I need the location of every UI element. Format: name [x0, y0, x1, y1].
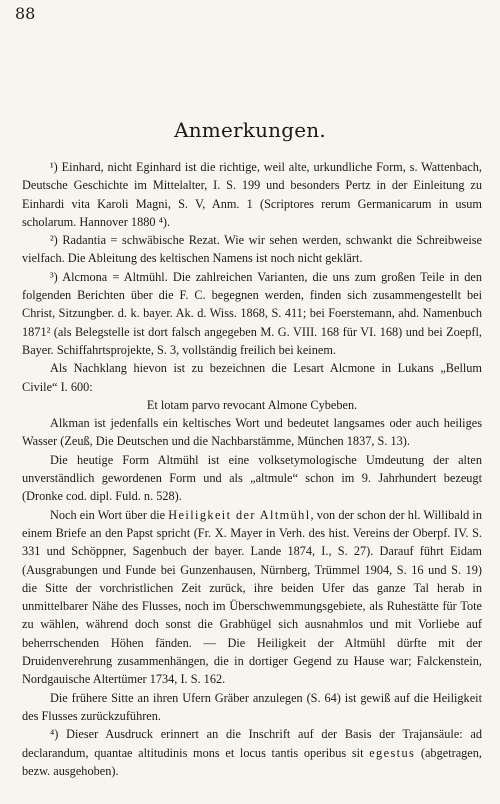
notes-body — [22, 158, 482, 780]
text-segment: , von der schon der hl. Willibald in einem Briefe an den Papst spricht (Fr. X. Mayer in Verh. des hist. Vereins der Oberpf. IV. S. 331 und Schöppner, Sagenbuch der bayer. Lande 1874, I., S. 27). Darauf führt Eidam (Ausgrabungen und Funde bei Gunzenhausen, Nürnberg, Trümmel 1904, S. 16 und S. 19) die Sitte der vorchristlichen Zeit zurück, ihre beiden Ufer das ganze Tal herab in unmittelbarer Nähe des Flusses, noch im Überschwemmungsgebiete, als Ruhestätte für Tote zu wählen, während doch sonst die Grabhügel sich ausnahmlos und mit Vorliebe auf beherrschenden Höhen fänden. — Die Heiligkeit der Altmühl dürfte mit der Druidenverehrung zusammenhängen, die in dortiger Gegend zu Hause war; Falckenstein, Nordgauische Altertümer 1734, I. S. 162. — [22, 507, 483, 687]
latin-quote: Et lotam parvo revocant Almone Cybeben. — [146, 397, 358, 412]
text-segment: Noch ein Wort über die — [50, 507, 169, 522]
emphasis-spaced: Heiligkeit der Altmühl — [168, 507, 311, 522]
paragraph-graeber: Die frühere Sitte an ihren Ufern Gräber anzulegen (S. 64) ist gewiß auf die Heiligkeit des Flusses zurückzuführen. — [22, 690, 482, 723]
paragraph-heiligkeit — [22, 506, 482, 689]
note-4 — [22, 725, 482, 780]
page-title: Anmerkungen. — [174, 118, 326, 142]
paragraph-altmuehl: Die heutige Form Altmühl ist eine volksetymologische Umdeutung der alten unverständlich gewordenen Form und als „altmule“ schon im 9. Jahrhundert bezeugt (Dronke cod. dipl. Fuld. n. 528). — [22, 452, 482, 504]
note-2: ²) Radantia = schwäbische Rezat. Wie wir sehen werden, schwankt die Schreibweise vielfach. Die Ableitung des keltischen Namens ist noch nicht geklärt. — [22, 233, 482, 266]
emphasis-spaced: egestus — [369, 745, 416, 760]
page-number: 88 — [15, 4, 36, 23]
text-segment: ⁴) Dieser Ausdruck erinnert an die Inschrift auf der Basis der Trajansäule: ad declarandum, quantae altitudinis mons et locus tantis operibus sit — [22, 727, 482, 760]
note-1: ¹) Einhard, nicht Eginhard ist die richtige, weil alte, urkundliche Form, s. Wattenbach, Deutsche Geschichte im Mittelalter, I. S. 199 und besonders Pertz in der Einleitung zu Einhardi vita Karoli Magni, S. V, Anm. 1 (Scriptores rerum Germanicarum in usum scholarum. Hannover 1880 ⁴). — [22, 160, 482, 229]
paragraph-alkman: Alkman ist jedenfalls ein keltisches Wort und bedeutet langsames oder auch heiliges Wasser (Zeuß, Die Deutschen und die Nachbarstämme, München 1837, S. 13). — [22, 416, 482, 449]
note-3: ³) Alcmona = Altmühl. Die zahlreichen Varianten, die uns zum großen Teile in den folgenden Berichten über die F. C. begegnen werden, finden sich zusammengestellt bei Christ, Sitzungber. d. k. bayer. Ak. d. Wiss. 1868, S. 411; bei Foerstemann, ahd. Namenbuch 1871² (als Belegstelle ist dort falsch angegeben M. G. VIII. 168 für VI. 168) und bei Zoepfl, Bayer. Schiffahrtsprojekte, S. 3, vollständig freilich bei keinem. — [22, 269, 482, 357]
paragraph-lukan: Als Nachklang hievon ist zu bezeichnen die Lesart Alcmone in Lukans „Bellum Civile“ I. 600: — [22, 361, 482, 394]
text-segment: (abgetragen, bezw. ausgehoben). — [22, 745, 482, 778]
